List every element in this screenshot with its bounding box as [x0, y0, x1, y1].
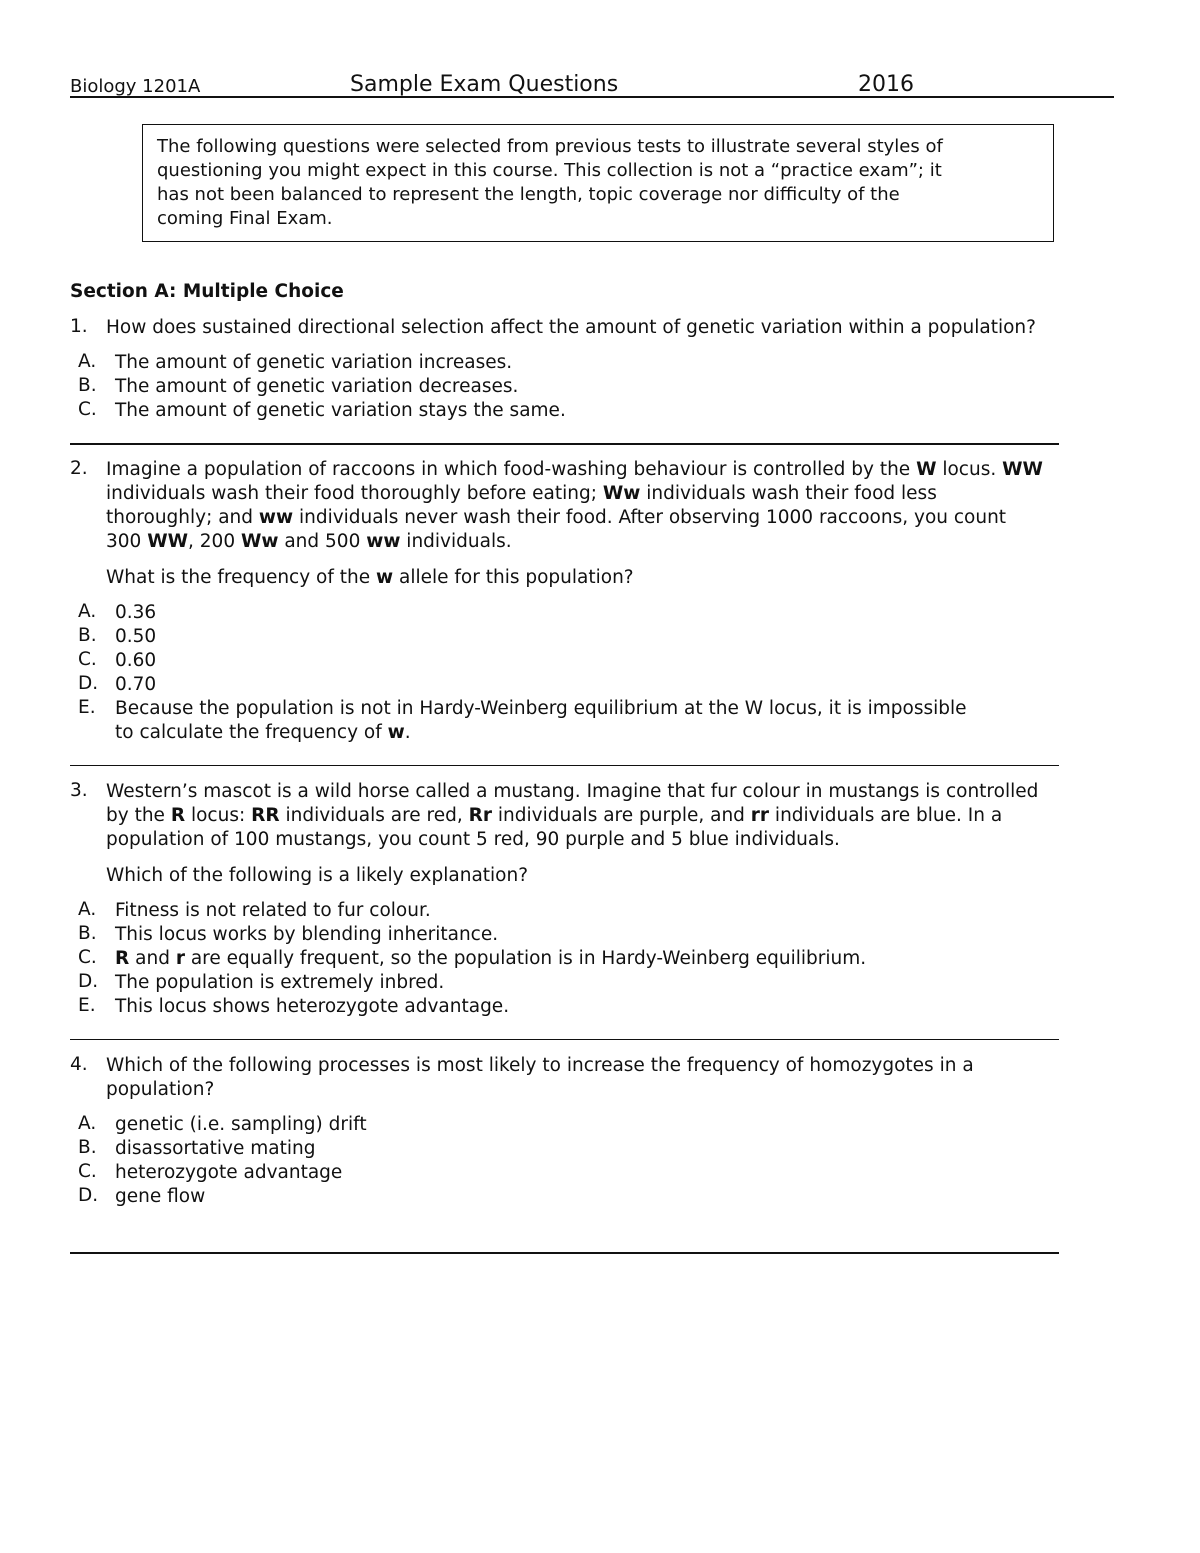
- option-text: The amount of genetic variation decreases.: [115, 376, 519, 397]
- option-letter: C.: [78, 1161, 97, 1182]
- exam-year: 2016: [858, 72, 914, 97]
- option-letter: A.: [78, 899, 97, 920]
- question-number: 1.: [70, 316, 88, 337]
- page-title: Sample Exam Questions: [350, 72, 619, 97]
- question-prompt: What is the frequency of the w allele for this population?: [106, 567, 634, 588]
- question-line: by the R locus: RR individuals are red, Rr individuals are purple, and rr individuals are blue. In a: [106, 805, 1003, 826]
- option-text: 0.36: [115, 602, 157, 623]
- intro-line: The following questions were selected from previous tests to illustrate several styles of: [157, 136, 943, 157]
- option-letter: C.: [78, 947, 97, 968]
- option-letter: B.: [78, 375, 97, 396]
- option-letter: A.: [78, 351, 97, 372]
- option-text: The amount of genetic variation stays the same.: [115, 400, 566, 421]
- question-divider: [70, 765, 1059, 766]
- option-letter: D.: [78, 673, 99, 694]
- intro-line: coming Final Exam.: [157, 208, 333, 229]
- option-letter: A.: [78, 601, 97, 622]
- option-text: The population is extremely inbred.: [115, 972, 445, 993]
- question-line: population?: [106, 1079, 215, 1100]
- question-text: How does sustained directional selection affect the amount of genetic variation within a population?: [106, 317, 1036, 338]
- intro-box: [142, 124, 1054, 242]
- option-letter: E.: [78, 995, 96, 1016]
- question-divider: [70, 443, 1059, 445]
- option-text: This locus shows heterozygote advantage.: [115, 996, 510, 1017]
- option-text: disassortative mating: [115, 1138, 316, 1159]
- option-letter: B.: [78, 1137, 97, 1158]
- question-number: 2.: [70, 458, 88, 479]
- question-line: Which of the following processes is most likely to increase the frequency of homozygotes in a: [106, 1055, 974, 1076]
- section-end-rule: [70, 1252, 1059, 1254]
- course-name: Biology 1201A: [70, 76, 201, 97]
- option-letter: C.: [78, 649, 97, 670]
- option-text: Because the population is not in Hardy-Weinberg equilibrium at the W locus, it is impossible to calculate the frequency of w.: [115, 698, 967, 743]
- option-text: Fitness is not related to fur colour.: [115, 900, 431, 921]
- intro-line: questioning you might expect in this course. This collection is not a “practice exam”; it: [157, 160, 942, 181]
- question-line: 300 WW, 200 Ww and 500 ww individuals.: [106, 531, 512, 552]
- option-text: The amount of genetic variation increases.: [115, 352, 513, 373]
- option-letter: D.: [78, 1185, 99, 1206]
- option-text: 0.70: [115, 674, 157, 695]
- question-number: 4.: [70, 1054, 88, 1075]
- question-text: [106, 780, 1116, 852]
- option-letter: B.: [78, 625, 97, 646]
- option-text: heterozygote advantage: [115, 1162, 343, 1183]
- question-line: population of 100 mustangs, you count 5 red, 90 purple and 5 blue individuals.: [106, 829, 840, 850]
- option-letter: A.: [78, 1113, 97, 1134]
- question-line: Western’s mascot is a wild horse called a mustang. Imagine that fur colour in mustangs is controlled: [106, 781, 1039, 802]
- question-number: 3.: [70, 780, 88, 801]
- option-text: 0.60: [115, 650, 157, 671]
- option-text: 0.50: [115, 626, 157, 647]
- option-letter: C.: [78, 399, 97, 420]
- option-letter: E.: [78, 697, 96, 718]
- question-line: individuals wash their food thoroughly before eating; Ww individuals wash their food less: [106, 483, 937, 504]
- option-text: R and r are equally frequent, so the population is in Hardy-Weinberg equilibrium.: [115, 948, 867, 969]
- intro-line: has not been balanced to represent the length, topic coverage nor difficulty of the: [157, 184, 900, 205]
- option-letter: B.: [78, 923, 97, 944]
- question-line: Imagine a population of raccoons in which food-washing behaviour is controlled by the W locus. WW: [106, 459, 1043, 480]
- option-text: genetic (i.e. sampling) drift: [115, 1114, 367, 1135]
- option-text: gene flow: [115, 1186, 206, 1207]
- header-rule: [70, 96, 1114, 98]
- question-divider: [70, 1039, 1059, 1040]
- question-prompt: Which of the following is a likely explanation?: [106, 865, 529, 886]
- section-title: Section A: Multiple Choice: [70, 281, 344, 302]
- question-text: [106, 458, 1116, 554]
- question-text: [106, 1054, 1116, 1102]
- option-text: This locus works by blending inheritance.: [115, 924, 499, 945]
- option-letter: D.: [78, 971, 99, 992]
- question-line: thoroughly; and ww individuals never wash their food. After observing 1000 raccoons, you count: [106, 507, 1007, 528]
